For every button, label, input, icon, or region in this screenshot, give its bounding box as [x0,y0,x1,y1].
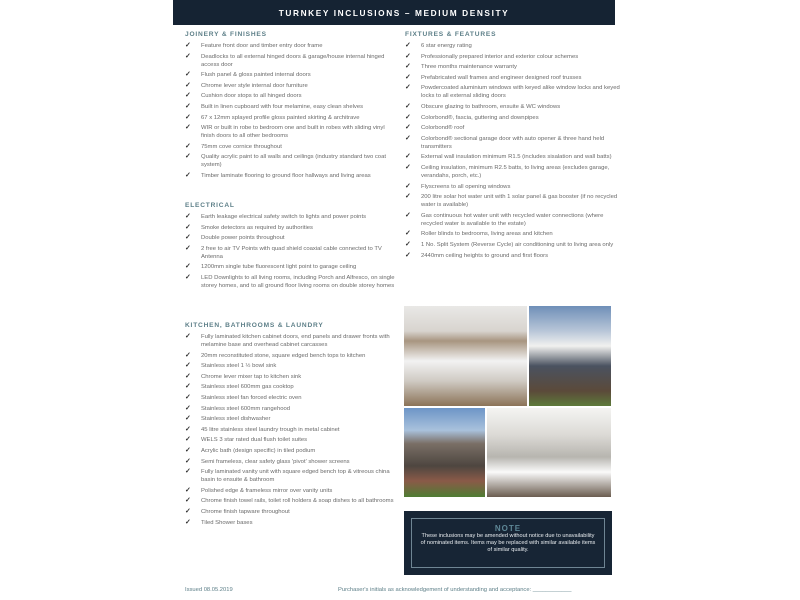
note-text: These inclusions may be amended without notice due to unavailability of nominated items. Items may be replaced with similar available items of similar quality. [420,533,596,554]
list-item-text: Fully laminated kitchen cabinet doors, end panels and drawer fronts with melamine base and overhead cabinet carcasses [201,334,390,348]
section-heading: FIXTURES & FEATURES [405,31,497,38]
checkmark-icon: ✓ [185,372,191,380]
list-item-text: Chrome finish tapware throughout [201,508,290,515]
list-item [185,263,395,271]
list-item-text: Professionally prepared interior and exterior colour schemes [421,53,579,60]
checkmark-icon: ✓ [405,52,411,60]
list-item [405,84,620,100]
checkmark-icon: ✓ [185,244,191,252]
list-item [405,63,620,71]
list-item-text: 6 star energy rating [421,43,472,49]
checkmark-icon: ✓ [185,81,191,89]
list-item-text: Earth leakage electrical safety switch to lights and power points [201,214,367,220]
checkmark-icon: ✓ [185,42,191,49]
checkmark-icon: ✓ [185,92,191,100]
list-item [185,333,400,349]
list-item-text: Chrome lever mixer tap to kitchen sink [201,373,302,380]
checkmark-icon: ✓ [405,113,411,121]
checkmark-icon: ✓ [185,415,191,423]
photo-exterior-double-storey [404,408,485,497]
photo-exterior-facade [529,306,611,406]
list-item [185,143,395,151]
list-item [405,135,620,151]
checkmark-icon: ✓ [405,153,411,161]
list-item [405,241,620,249]
inclusion-list [185,213,395,290]
list-item [405,183,620,191]
list-item-text: Stainless steel 600mm gas cooktop [201,384,294,391]
list-item-text: Double power points throughout [201,235,285,242]
list-item [185,394,400,402]
list-item [185,405,400,413]
list-item-text: Colorbond®, fascia, guttering and downpipes [421,114,539,121]
list-item-text: Stainless steel fan forced electric oven [201,394,302,401]
checkmark-icon: ✓ [185,457,191,465]
issued-date: Issued 08.05.2019 [185,587,233,593]
list-item-text: Roller blinds to bedrooms, living areas and kitchen [421,231,553,238]
list-item [185,352,400,360]
list-item-text: Chrome lever style internal door furniture [201,82,308,89]
checkmark-icon: ✓ [185,213,191,220]
checkmark-icon: ✓ [185,142,191,150]
purchaser-acknowledgement: Purchaser's initials as acknowledgement of understanding and acceptance: ____________ [338,587,572,593]
list-item [185,82,395,90]
page-title: TURNKEY INCLUSIONS – MEDIUM DENSITY [173,0,615,25]
list-item-text: Deadlocks to all external hinged doors & garage/house internal hinged access door [201,53,385,68]
checkmark-icon: ✓ [185,113,191,121]
list-item-text: 45 litre stainless steel laundry trough in metal cabinet [201,426,340,433]
list-item [185,415,400,423]
list-item [185,42,395,50]
list-item [185,71,395,79]
list-item-text: 200 litre solar hot water unit with 1 solar panel & gas booster (if no recycled water is available) [421,194,618,209]
list-item-text: Flyscreens to all opening windows [421,183,511,190]
list-item [185,447,400,455]
section-heading: ELECTRICAL [185,202,235,209]
list-item [185,172,395,180]
list-item [405,252,620,260]
list-item-text: Built in linen cupboard with four melamine, easy clean shelves [201,103,364,110]
checkmark-icon: ✓ [185,71,191,79]
list-item-text: Ceiling insulation, minimum R2.5 batts, to living areas (excludes garage, verandahs, porch, etc.) [421,164,610,179]
checkmark-icon: ✓ [405,182,411,190]
section-electrical [185,202,395,293]
list-item-text: Polished edge & frameless mirror over vanity units [201,487,333,494]
list-item [185,373,400,381]
checkmark-icon: ✓ [185,102,191,110]
list-item [185,153,395,169]
checkmark-icon: ✓ [405,251,411,259]
list-item [405,103,620,111]
list-item-text: LED Downlights to all living rooms, including Porch and Alfresco, on single storey homes, and to all ground floor living rooms on double storey homes [201,274,395,289]
list-item [185,362,400,370]
checkmark-icon: ✓ [405,102,411,110]
list-item-text: External wall insulation minimum R1.5 (includes sisalation and wall batts) [421,154,612,161]
list-item-text: Fully laminated vanity unit with square edged bench top & vitreous china basin to ensuite & bathroom [201,469,390,484]
checkmark-icon: ✓ [405,211,411,219]
list-item [405,230,620,238]
list-item-text: Smoke detectors as required by authorities [201,224,313,231]
list-item [405,212,620,228]
list-item [405,153,620,161]
list-item-text: 1200mm single tube fluorescent light point to garage ceiling [201,264,357,271]
checkmark-icon: ✓ [185,223,191,231]
list-item-text: Cushion door stops to all hinged doors [201,93,302,100]
list-item-text: Feature front door and timber entry door frame [201,43,323,49]
checkmark-icon: ✓ [405,240,411,248]
list-item [405,114,620,122]
inclusion-list [405,42,620,260]
list-item-text: Stainless steel 1 ½ bowl sink [201,363,277,370]
list-item [405,74,620,82]
list-item [185,519,400,527]
list-item [185,497,400,505]
list-item-text: Colorbond® sectional garage door with auto opener & three hand held transmitters [421,135,605,150]
list-item [185,468,400,484]
list-item [185,383,400,391]
list-item-text: Quality acrylic paint to all walls and ceilings (industry standard two coat system) [201,154,386,169]
checkmark-icon: ✓ [185,171,191,179]
list-item [185,103,395,111]
list-item [185,508,400,516]
list-item [185,487,400,495]
list-item [405,42,620,50]
section-heading: KITCHEN, BATHROOMS & LAUNDRY [185,322,324,329]
list-item-text: Semi frameless, clear safety glass 'pivot' shower screens [201,458,350,465]
list-item [185,124,395,140]
list-item-text: Colorbond® roof [421,125,465,132]
checkmark-icon: ✓ [405,193,411,201]
list-item-text: 20mm reconstituted stone, square edged bench tops to kitchen [201,352,366,359]
list-item-text: Three months maintenance warranty [421,64,517,71]
list-item [185,458,400,466]
checkmark-icon: ✓ [405,134,411,142]
checkmark-icon: ✓ [185,486,191,494]
list-item-text: Chrome finish towel rails, toilet roll holders & soap dishes to all bathrooms [201,498,394,505]
list-item [405,193,620,209]
checkmark-icon: ✓ [185,383,191,391]
list-item-text: Stainless steel dishwasher [201,416,271,423]
checkmark-icon: ✓ [185,436,191,444]
checkmark-icon: ✓ [185,234,191,242]
list-item-text: Prefabricated wall frames and engineer designed roof trusses [421,74,582,81]
list-item [185,114,395,122]
list-item-text: 67 x 12mm splayed profile gloss painted skirting & architrave [201,114,360,121]
list-item-text: Gas continuous hot water unit with recycled water connections (where recycled water is available to the estate) [421,212,604,227]
list-item [405,124,620,132]
checkmark-icon: ✓ [185,507,191,515]
section-heading: JOINERY & FINISHES [185,31,267,38]
list-item [405,164,620,180]
photo-kitchen [404,306,527,406]
list-item-text: Tiled Shower bases [201,519,253,526]
list-item-text: Flush panel & gloss painted internal doors [201,72,311,79]
list-item-text: WIR or built in robe to bedroom one and built in robes with sliding vinyl finish doors to all other bedrooms [201,125,385,140]
checkmark-icon: ✓ [405,163,411,171]
list-item-text: Timber laminate flooring to ground floor hallways and living areas [201,172,371,179]
checkmark-icon: ✓ [185,333,191,340]
list-item [405,53,620,61]
list-item-text: 75mm cove cornice throughout [201,143,282,150]
list-item-text: 1 No. Split System (Reverse Cycle) air conditioning unit to living area only [421,241,614,248]
checkmark-icon: ✓ [405,84,411,92]
list-item-text: Stainless steel 600mm rangehood [201,405,291,412]
section-joinery [185,31,395,183]
checkmark-icon: ✓ [185,425,191,433]
list-item-text: 2 free to air TV Points with quad shield coaxial cable connected to TV Antenna [201,245,382,260]
checkmark-icon: ✓ [405,63,411,71]
list-item [185,224,395,232]
checkmark-icon: ✓ [185,393,191,401]
list-item [185,213,395,221]
section-fixtures [405,31,620,262]
note-box [404,511,612,575]
list-item-text: Obscure glazing to bathroom, ensuite & WC windows [421,103,561,110]
list-item [185,53,395,69]
checkmark-icon: ✓ [185,124,191,132]
list-item-text: Acrylic bath (design specific) in tiled podium [201,447,316,454]
checkmark-icon: ✓ [185,468,191,476]
list-item [185,436,400,444]
checkmark-icon: ✓ [185,518,191,526]
list-item-text: WELS 3 star rated dual flush toilet suites [201,437,308,444]
list-item [185,92,395,100]
list-item [185,245,395,261]
list-item-text: 2440mm ceiling heights to ground and first floors [421,252,549,259]
list-item [185,274,395,290]
section-kitchen [185,322,400,529]
checkmark-icon: ✓ [185,404,191,412]
inclusion-list [185,42,395,180]
checkmark-icon: ✓ [185,273,191,281]
checkmark-icon: ✓ [185,497,191,505]
checkmark-icon: ✓ [405,42,411,49]
list-item-text: Powdercoated aluminium windows with keyed alike window locks and keyed locks to all external sliding doors [421,85,620,100]
photo-living-room [487,408,611,497]
checkmark-icon: ✓ [185,263,191,271]
checkmark-icon: ✓ [405,230,411,238]
checkmark-icon: ✓ [185,351,191,359]
checkmark-icon: ✓ [185,52,191,60]
list-item [185,426,400,434]
checkmark-icon: ✓ [185,446,191,454]
list-item [185,234,395,242]
note-title: NOTE [494,524,522,533]
checkmark-icon: ✓ [185,362,191,370]
checkmark-icon: ✓ [185,153,191,161]
checkmark-icon: ✓ [405,73,411,81]
checkmark-icon: ✓ [405,124,411,132]
inclusion-list [185,333,400,527]
